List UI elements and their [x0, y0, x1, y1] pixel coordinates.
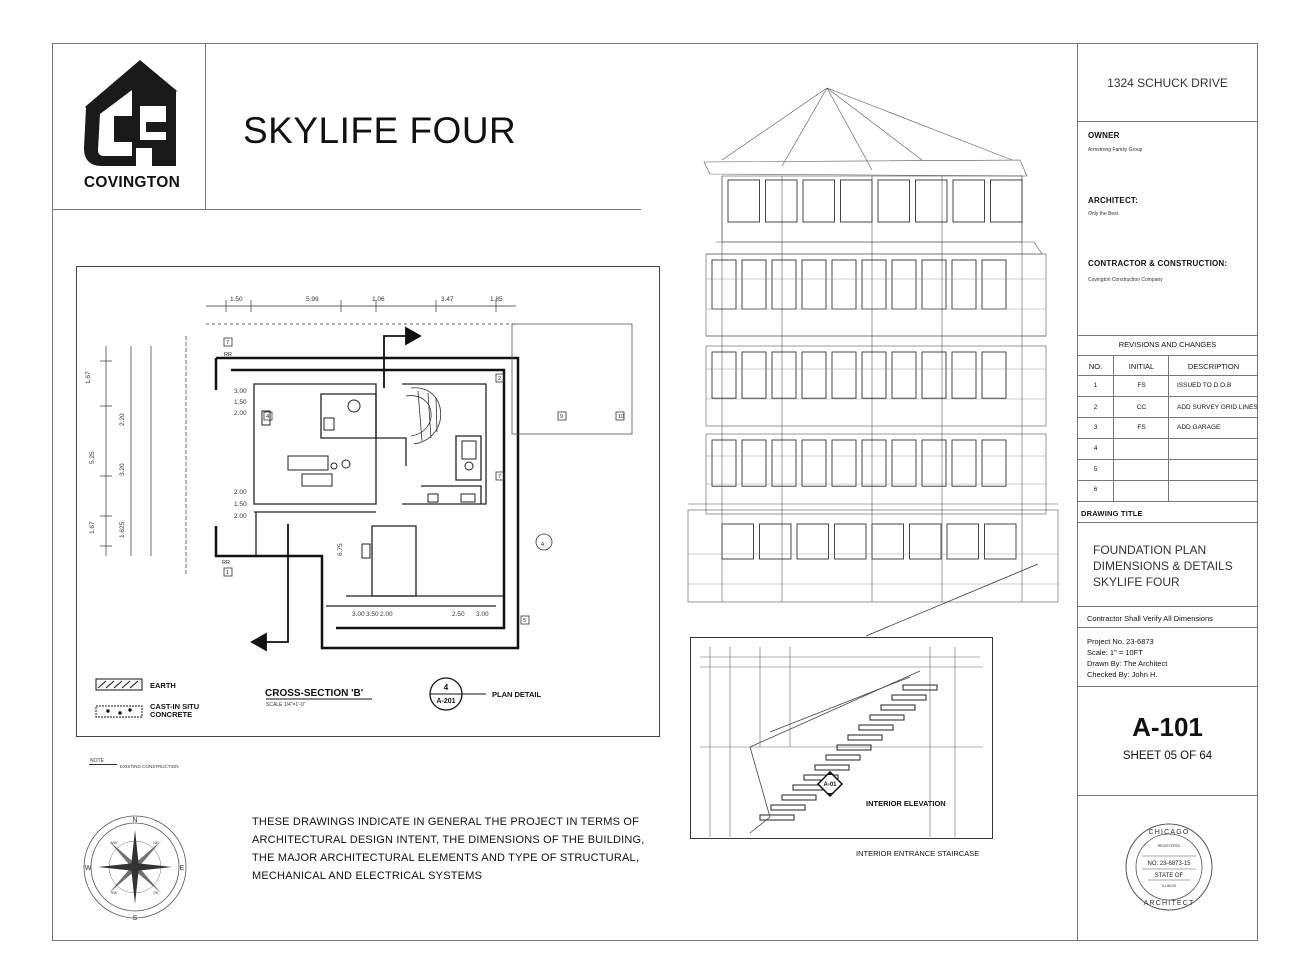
- rev-header-no: NO.: [1088, 362, 1103, 371]
- stair-detail-caption: INTERIOR ENTRANCE STAIRCASE: [856, 849, 980, 858]
- plan-dim-top: 5.99: [306, 296, 319, 303]
- verify-note: Contractor Shall Verify All Dimensions: [1087, 614, 1213, 623]
- compass-w: W: [84, 865, 92, 872]
- drawing-title-line: SKYLIFE FOUR: [1093, 575, 1180, 589]
- plan-dim-inner: 1.50: [234, 399, 247, 406]
- note-text: EXISTING CONSTRUCTION: [120, 764, 179, 769]
- design-intent-note: [252, 813, 645, 885]
- architect-value: Only the Best: [1088, 211, 1119, 217]
- plan-dim-inner: 3.00: [234, 388, 247, 395]
- revisions-title: REVISIONS AND CHANGES: [1118, 340, 1217, 349]
- drawing-title-line: DIMENSIONS & DETAILS: [1093, 559, 1233, 573]
- compass-nw: NW: [110, 840, 118, 845]
- plan-dim-left: 1.67: [85, 371, 92, 384]
- drawing-title-line: FOUNDATION PLAN: [1093, 543, 1207, 557]
- note-label: NOTE: [90, 758, 104, 764]
- rev-row-no: 3: [1093, 424, 1098, 431]
- foundation-plan-drawing: [76, 266, 660, 737]
- plan-dim-bottom: 2.00: [380, 611, 393, 618]
- compass-s: S: [132, 915, 138, 922]
- brand-name: COVINGTON: [83, 174, 181, 191]
- north-marker-text: 4: [541, 542, 545, 548]
- section-title: CROSS-SECTION 'B': [265, 688, 364, 699]
- compass-e: E: [179, 865, 185, 872]
- grid-label: 7: [226, 340, 230, 346]
- rev-row-no: 6: [1093, 486, 1098, 493]
- detail-leader-line: [860, 560, 1060, 640]
- plan-dim-left: 5.25: [89, 451, 96, 464]
- rev-row-description: ADD GARAGE: [1177, 424, 1221, 431]
- description-line: ARCHITECTURAL DESIGN INTENT, THE DIMENSIONS OF THE BUILDING,: [252, 834, 645, 846]
- legend-earth-label: EARTH: [150, 681, 176, 690]
- rev-row-description: ISSUED TO D.O.B: [1177, 382, 1232, 389]
- project-info: [1087, 636, 1167, 680]
- stamp-number-text: NO. 23-6873-15: [1147, 861, 1191, 867]
- plan-dim-left: 1.67: [89, 521, 96, 534]
- detail-sheet: A-201: [436, 698, 456, 705]
- drawing-title: [1093, 542, 1233, 590]
- grid-label: RR: [222, 560, 230, 566]
- architect-stamp: [1124, 822, 1214, 912]
- sheet-code: A-101: [1132, 712, 1203, 742]
- drawn-by: Drawn By: The Architect: [1087, 659, 1168, 668]
- plan-dim-inner: 2.00: [234, 513, 247, 520]
- rev-row-initial: FS: [1137, 424, 1146, 431]
- legend-concrete-label: CAST-IN SITU: [150, 702, 200, 711]
- drawing-scale: Scale: 1" = 10FT: [1087, 648, 1143, 657]
- project-number: Project No. 23-6873: [1087, 637, 1154, 646]
- grid-label: 1: [226, 570, 230, 576]
- stamp-state-text: ILLINOIS: [1161, 884, 1177, 888]
- compass-se: SE: [153, 890, 159, 895]
- stair-detail-marker: A-01: [823, 782, 837, 788]
- legend-concrete-label-2: CONCRETE: [150, 710, 193, 719]
- description-line: MECHANICAL AND ELECTRICAL SYSTEMS: [252, 870, 483, 882]
- architect-label: ARCHITECT:: [1088, 196, 1138, 205]
- plan-dim-left: 2.20: [119, 413, 126, 426]
- plan-dim-bottom: 3.00: [476, 611, 489, 618]
- grid-label: RR: [224, 352, 232, 358]
- description-line: THE MAJOR ARCHITECTURAL ELEMENTS AND TYPE OF STRUCTURAL,: [252, 852, 640, 864]
- compass-rose: [80, 812, 190, 922]
- plan-dim-bottom: 3.50: [366, 611, 379, 618]
- plan-dim-bottom: 2.50: [452, 611, 465, 618]
- compass-ne: NE: [153, 840, 159, 845]
- description-line: THESE DRAWINGS INDICATE IN GENERAL THE PROJECT IN TERMS OF: [252, 816, 640, 828]
- sheet-number: SHEET 05 OF 64: [1122, 750, 1213, 762]
- drawing-title-label: DRAWING TITLE: [1081, 509, 1143, 518]
- rev-row-initial: FS: [1137, 382, 1146, 389]
- stair-detail-label: INTERIOR ELEVATION: [866, 799, 946, 808]
- rev-row-no: 2: [1093, 404, 1098, 411]
- checked-by: Checked By: John H.: [1087, 670, 1158, 679]
- compass-n: N: [132, 817, 138, 824]
- logo-divider: [205, 43, 206, 209]
- header-divider: [52, 209, 641, 210]
- grid-label: 10: [618, 414, 625, 420]
- plan-dim-mid: 6.75: [337, 543, 344, 556]
- stamp-top-text: CHICAGO: [1148, 829, 1190, 836]
- stamp-bottom-text: ARCHITECT: [1143, 900, 1195, 907]
- rev-row-initial: CC: [1136, 404, 1147, 411]
- rev-row-description: ADD SURVEY GRID LINES: [1177, 404, 1258, 411]
- plan-dim-bottom: 3.00: [352, 611, 365, 618]
- grid-label: 7: [498, 474, 502, 480]
- owner-value: Armstrong Family Group: [1088, 147, 1143, 153]
- contractor-label: CONTRACTOR & CONSTRUCTION:: [1088, 259, 1228, 268]
- compass-sw: SW: [110, 890, 118, 895]
- stamp-state-of-text: STATE OF: [1154, 873, 1184, 879]
- grid-label: 5: [523, 618, 527, 624]
- section-scale: SCALE 1/4"=1'-0": [266, 702, 306, 708]
- rev-header-description: DESCRIPTION: [1187, 362, 1240, 371]
- plan-dim-inner: 1.50: [234, 501, 247, 508]
- plan-dim-top: 1.06: [372, 296, 385, 303]
- grid-label: 2: [498, 376, 502, 382]
- detail-number: 4: [443, 683, 449, 692]
- grid-label: 9: [560, 414, 564, 420]
- building-wireframe: [682, 84, 1068, 604]
- rev-row-no: 1: [1093, 382, 1098, 389]
- grid-label: 4: [266, 414, 270, 420]
- owner-label: OWNER: [1088, 131, 1120, 140]
- plan-dim-inner: 2.00: [234, 489, 247, 496]
- plan-dim-top: 1.50: [230, 296, 243, 303]
- plan-dim-top: 3.47: [441, 296, 454, 303]
- plan-dim-inner: 2.00: [234, 410, 247, 417]
- plan-dim-left: 3.20: [119, 463, 126, 476]
- staircase-drawing: [690, 637, 993, 839]
- rev-header-initial: INITIAL: [1128, 362, 1155, 371]
- plan-detail-label: PLAN DETAIL: [492, 690, 542, 699]
- rev-row-no: 4: [1093, 445, 1098, 452]
- contractor-value: Covington Construction Company: [1088, 277, 1163, 283]
- plan-dim-top: 1.85: [490, 296, 503, 303]
- project-address: 1324 SCHUCK DRIVE: [1107, 76, 1228, 90]
- project-title: SKYLIFE FOUR: [243, 110, 517, 151]
- plan-dim-left: 1.625: [119, 521, 126, 538]
- covington-logo: [80, 56, 184, 196]
- stamp-registered-text: REGISTERED: [1157, 844, 1181, 848]
- rev-row-no: 5: [1093, 466, 1098, 473]
